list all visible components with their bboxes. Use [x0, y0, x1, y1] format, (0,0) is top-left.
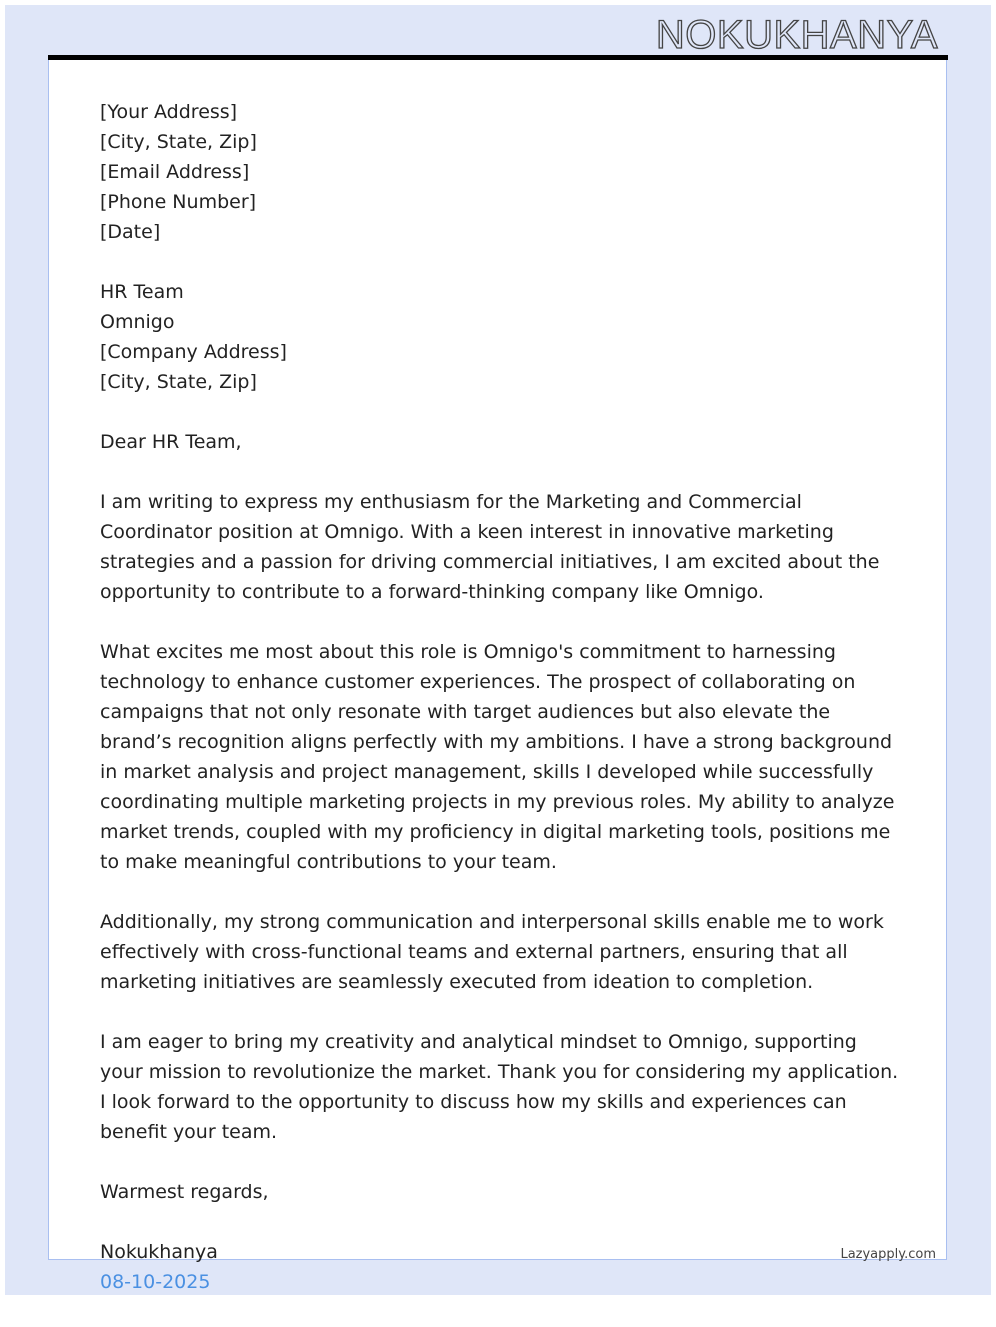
- recipient-block: [100, 277, 900, 397]
- body-paragraph-2: What excites me most about this role is Omnigo's commitment to harnessing technology to enhance customer experiences. The prospect of collaborating on campaigns that not only resonate with target audiences but also elevate the brand’s recognition aligns perfectly with my ambitions. I have a strong background in market analysis and project management, skills I developed while successfully coordinating multiple marketing projects in my previous roles. My ability to analyze market trends, coupled with my proficiency in digital marketing tools, positions me to make meaningful contributions to your team.: [100, 641, 895, 873]
- recipient-address: [Company Address]: [100, 341, 287, 363]
- sender-block: [100, 97, 900, 247]
- body-paragraph-4: I am eager to bring my creativity and analytical mindset to Omnigo, supporting your mission to revolutionize the market. Thank you for considering my application. I look forward to the opportunity to discuss how my skills and experiences can benefit your team.: [100, 1031, 899, 1143]
- sender-phone: [Phone Number]: [100, 191, 257, 213]
- sender-address: [Your Address]: [100, 101, 238, 123]
- recipient-city-state-zip: [City, State, Zip]: [100, 371, 257, 393]
- watermark-text: Lazyapply.com: [840, 1247, 936, 1262]
- recipient-company: Omnigo: [100, 311, 175, 333]
- sender-city-state-zip: [City, State, Zip]: [100, 131, 257, 153]
- cover-letter-body: [100, 97, 900, 1327]
- applicant-name-header: NOKUKHANYA: [655, 13, 938, 57]
- sender-date: [Date]: [100, 221, 161, 243]
- recipient-team: HR Team: [100, 281, 184, 303]
- sender-email: [Email Address]: [100, 161, 250, 183]
- signature-block: [100, 1237, 900, 1297]
- salutation: Dear HR Team,: [100, 431, 242, 453]
- signature-date: 08-10-2025: [100, 1271, 211, 1293]
- body-paragraph-1: I am writing to express my enthusiasm for the Marketing and Commercial Coordinator position at Omnigo. With a keen interest in innovative marketing strategies and a passion for driving commercial initiatives, I am excited about the opportunity to contribute to a forward-thinking company like Omnigo.: [100, 491, 880, 603]
- closing: Warmest regards,: [100, 1181, 269, 1203]
- body-paragraph-3: Additionally, my strong communication and interpersonal skills enable me to work effectively with cross-functional teams and external partners, ensuring that all marketing initiatives are seamlessly executed from ideation to completion.: [100, 911, 884, 993]
- signature-name: Nokukhanya: [100, 1241, 218, 1263]
